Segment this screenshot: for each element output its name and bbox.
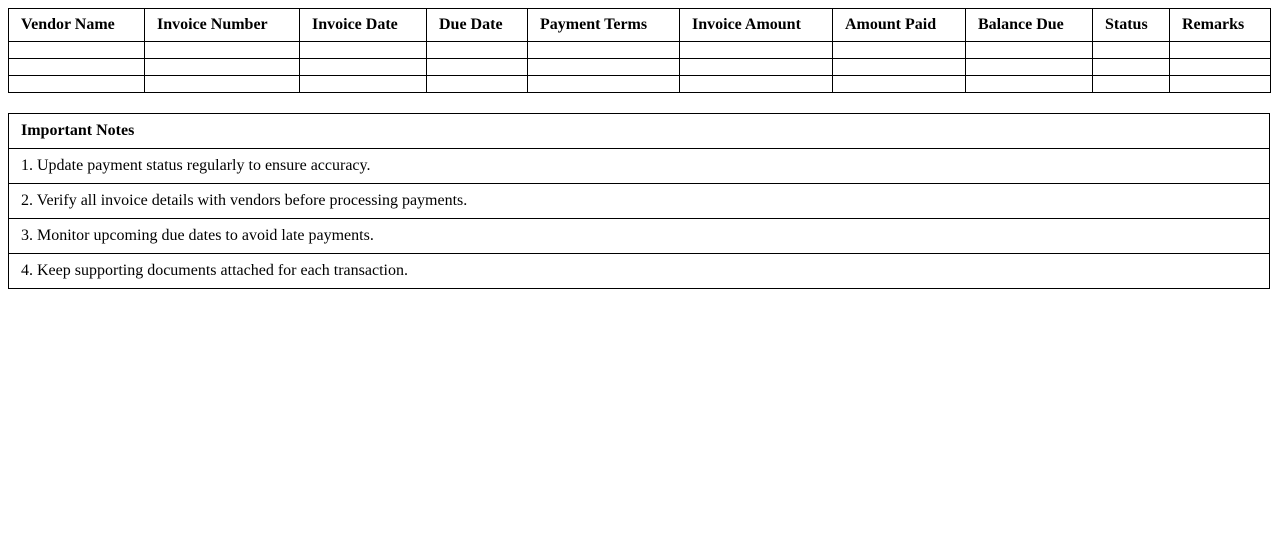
table-cell[interactable] [300, 76, 427, 93]
header-due-date: Due Date [427, 9, 528, 42]
table-cell[interactable] [1093, 76, 1170, 93]
header-invoice-number: Invoice Number [145, 9, 300, 42]
table-cell[interactable] [833, 59, 966, 76]
table-cell[interactable] [966, 76, 1093, 93]
notes-table [8, 113, 1270, 289]
table-cell[interactable] [427, 59, 528, 76]
table-cell[interactable] [1170, 76, 1271, 93]
table-cell[interactable] [833, 76, 966, 93]
table-header-row [9, 9, 1271, 42]
note-item: 3. Monitor upcoming due dates to avoid late payments. [9, 219, 1270, 254]
table-cell[interactable] [1093, 42, 1170, 59]
table-cell[interactable] [9, 76, 145, 93]
table-cell[interactable] [427, 42, 528, 59]
note-row [9, 149, 1270, 184]
header-vendor-name: Vendor Name [9, 9, 145, 42]
table-row [9, 59, 1271, 76]
header-invoice-amount: Invoice Amount [680, 9, 833, 42]
table-cell[interactable] [1170, 59, 1271, 76]
note-row [9, 254, 1270, 289]
table-cell[interactable] [833, 42, 966, 59]
invoice-table [8, 8, 1271, 93]
table-cell[interactable] [145, 42, 300, 59]
table-cell[interactable] [966, 59, 1093, 76]
table-cell[interactable] [528, 42, 680, 59]
table-cell[interactable] [1093, 59, 1170, 76]
table-cell[interactable] [528, 59, 680, 76]
header-payment-terms: Payment Terms [528, 9, 680, 42]
note-item: 2. Verify all invoice details with vendors before processing payments. [9, 184, 1270, 219]
note-item: 1. Update payment status regularly to ensure accuracy. [9, 149, 1270, 184]
table-cell[interactable] [145, 59, 300, 76]
table-cell[interactable] [145, 76, 300, 93]
table-row [9, 42, 1271, 59]
table-cell[interactable] [680, 76, 833, 93]
header-status: Status [1093, 9, 1170, 42]
header-balance-due: Balance Due [966, 9, 1093, 42]
table-cell[interactable] [1170, 42, 1271, 59]
table-row [9, 76, 1271, 93]
note-row [9, 184, 1270, 219]
table-cell[interactable] [680, 42, 833, 59]
table-cell[interactable] [680, 59, 833, 76]
note-row [9, 219, 1270, 254]
table-cell[interactable] [300, 42, 427, 59]
header-remarks: Remarks [1170, 9, 1271, 42]
table-cell[interactable] [9, 42, 145, 59]
table-cell[interactable] [427, 76, 528, 93]
table-cell[interactable] [9, 59, 145, 76]
table-cell[interactable] [966, 42, 1093, 59]
header-amount-paid: Amount Paid [833, 9, 966, 42]
header-invoice-date: Invoice Date [300, 9, 427, 42]
note-item: 4. Keep supporting documents attached for each transaction. [9, 254, 1270, 289]
notes-header-row [9, 114, 1270, 149]
table-cell[interactable] [300, 59, 427, 76]
table-cell[interactable] [528, 76, 680, 93]
notes-title: Important Notes [9, 114, 1270, 149]
